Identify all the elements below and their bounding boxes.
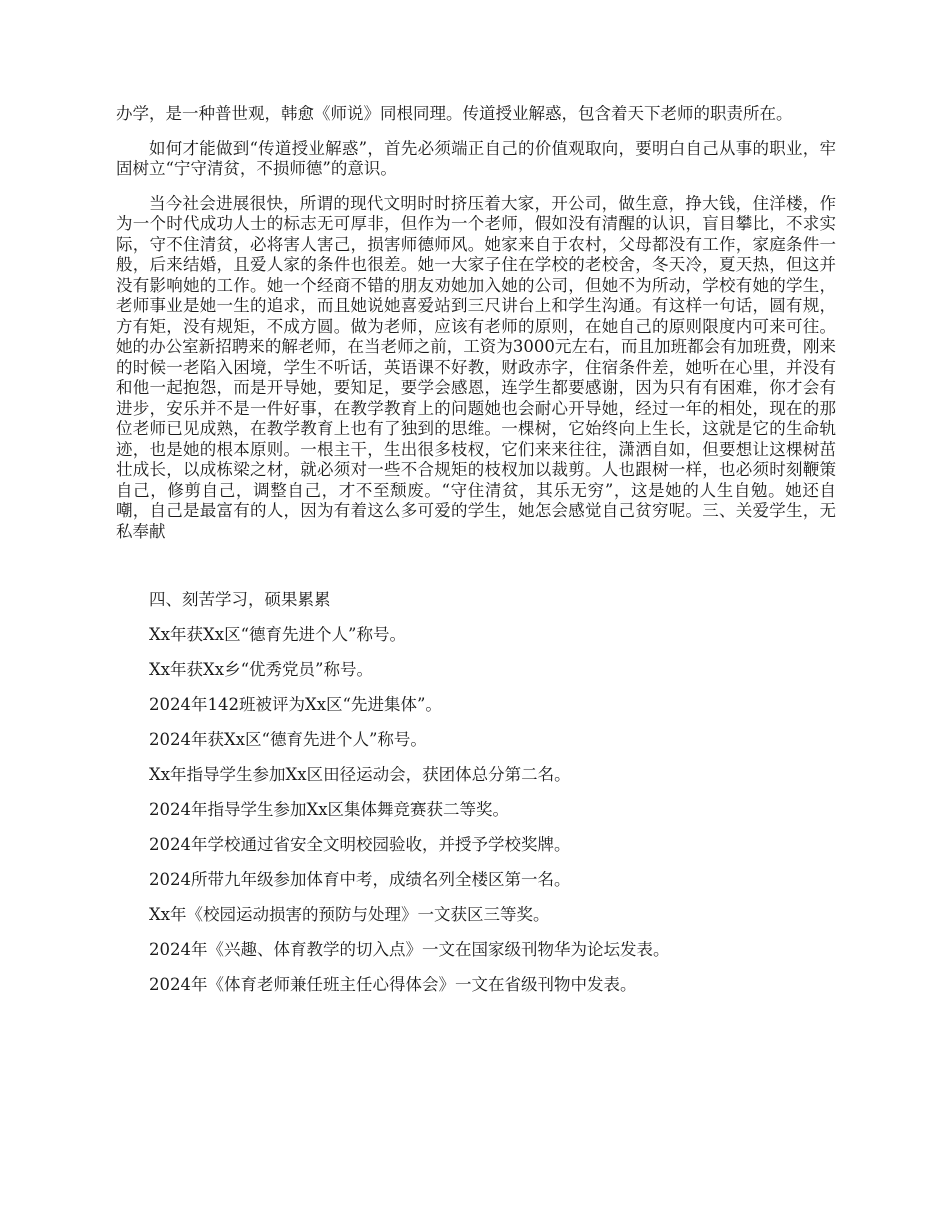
list-item: Xx年获Xx区“德育先进个人”称号。 [149, 625, 406, 644]
list-item: 2024年《兴趣、体育教学的切入点》一文在国家级刊物华为论坛发表。 [149, 940, 670, 959]
paragraph-story: 当今社会进展很快，所谓的现代文明时时挤压着大家，开公司，做生意，挣大钱，住洋楼，作为一个时代成功人士的标志无可厚非，但作为一个老师，假如没有清醒的认识，盲目攀比，不求实际，守不住清贫，必将害人害己，损害师德师风。她家来自于农村，父母都没有工作，家庭条件一般，后来结婚，且爱人家的条件也很差。她一大家子住在学校的老校舍，冬天冷，夏天热，但这并没有影响她的工作。她一个经商不错的朋友劝她加入她的公司，但她不为所动，学校有她的学生，老师事业是她一生的追求，而且她说她喜爱站到三尺讲台上和学生沟通。有这样一句话，圆有规，方有矩，没有规矩，不成方圆。做为老师，应该有老师的原则，在她自己的原则限度内可来可往。她的办公室新招聘来的解老师，在当老师之前，工资为3000元左右，而且加班都会有加班费，刚来的时候一老陷入困境，学生不听话，英语课不好教，财政赤字，住宿条件差，她听在心里，并没有和他一起抱怨，而是开导她，要知足，要学会感恩，连学生都要感谢，因为只有有困难，你才会有进步，安乐并不是一件好事，在教学教育上的问题她也会耐心开导她，经过一年的相处，现在的那位老师已见成熟，在教学教育上也有了独到的思维。一棵树，它始终向上生长，这就是它的生命轨迹，也是她的根本原则。一根主干，生出很多枝杈，它们来来往往，潇洒自如，但要想让这棵树茁壮成长，以成栋梁之材，就必须对一些不合规矩的枝杈加以裁剪。人也跟树一样，也必须时刻鞭策自己，修剪自己，调整自己，才不至颓废。“守住清贫，其乐无穷”，这是她的人生自勉。她还自嘲，自己是最富有的人，因为有着这么多可爱的学生，她怎会感觉自己贫穷呢。三、关爱学生，无私奉献 [116, 193, 836, 541]
list-item: Xx年《校园运动损害的预防与处理》一文获区三等奖。 [149, 905, 550, 924]
list-item: Xx年指导学生参加Xx区田径运动会，获团体总分第二名。 [149, 765, 571, 784]
list-item: 2024所带九年级参加体育中考，成绩名列全楼区第一名。 [149, 870, 571, 889]
list-item: 2024年学校通过省安全文明校园验收，并授予学校奖牌。 [149, 835, 571, 854]
section-heading: 四、刻苦学习，硕果累累 [149, 590, 331, 609]
list-item: 2024年142班被评为Xx区“先进集体”。 [149, 695, 442, 714]
list-item: 2024年《体育老师兼任班主任心得体会》一文在省级刊物中发表。 [149, 975, 637, 994]
achievement-list [116, 625, 836, 995]
list-item: Xx年获Xx乡“优秀党员”称号。 [149, 660, 373, 679]
paragraph-intro-continuation: 办学，是一种普世观，韩愈《师说》同根同理。传道授业解惑，包含着天下老师的职责所在。 [116, 104, 793, 123]
list-item: 2024年获Xx区“德育先进个人”称号。 [149, 730, 427, 749]
list-item: 2024年指导学生参加Xx区集体舞竞赛获二等奖。 [149, 800, 510, 819]
document-page [116, 104, 836, 995]
paragraph-values: 如何才能做到“传道授业解惑”，首先必须端正自己的价值观取向，要明白自己从事的职业，牢固树立“宁守清贫，不损师德”的意识。 [116, 138, 836, 178]
